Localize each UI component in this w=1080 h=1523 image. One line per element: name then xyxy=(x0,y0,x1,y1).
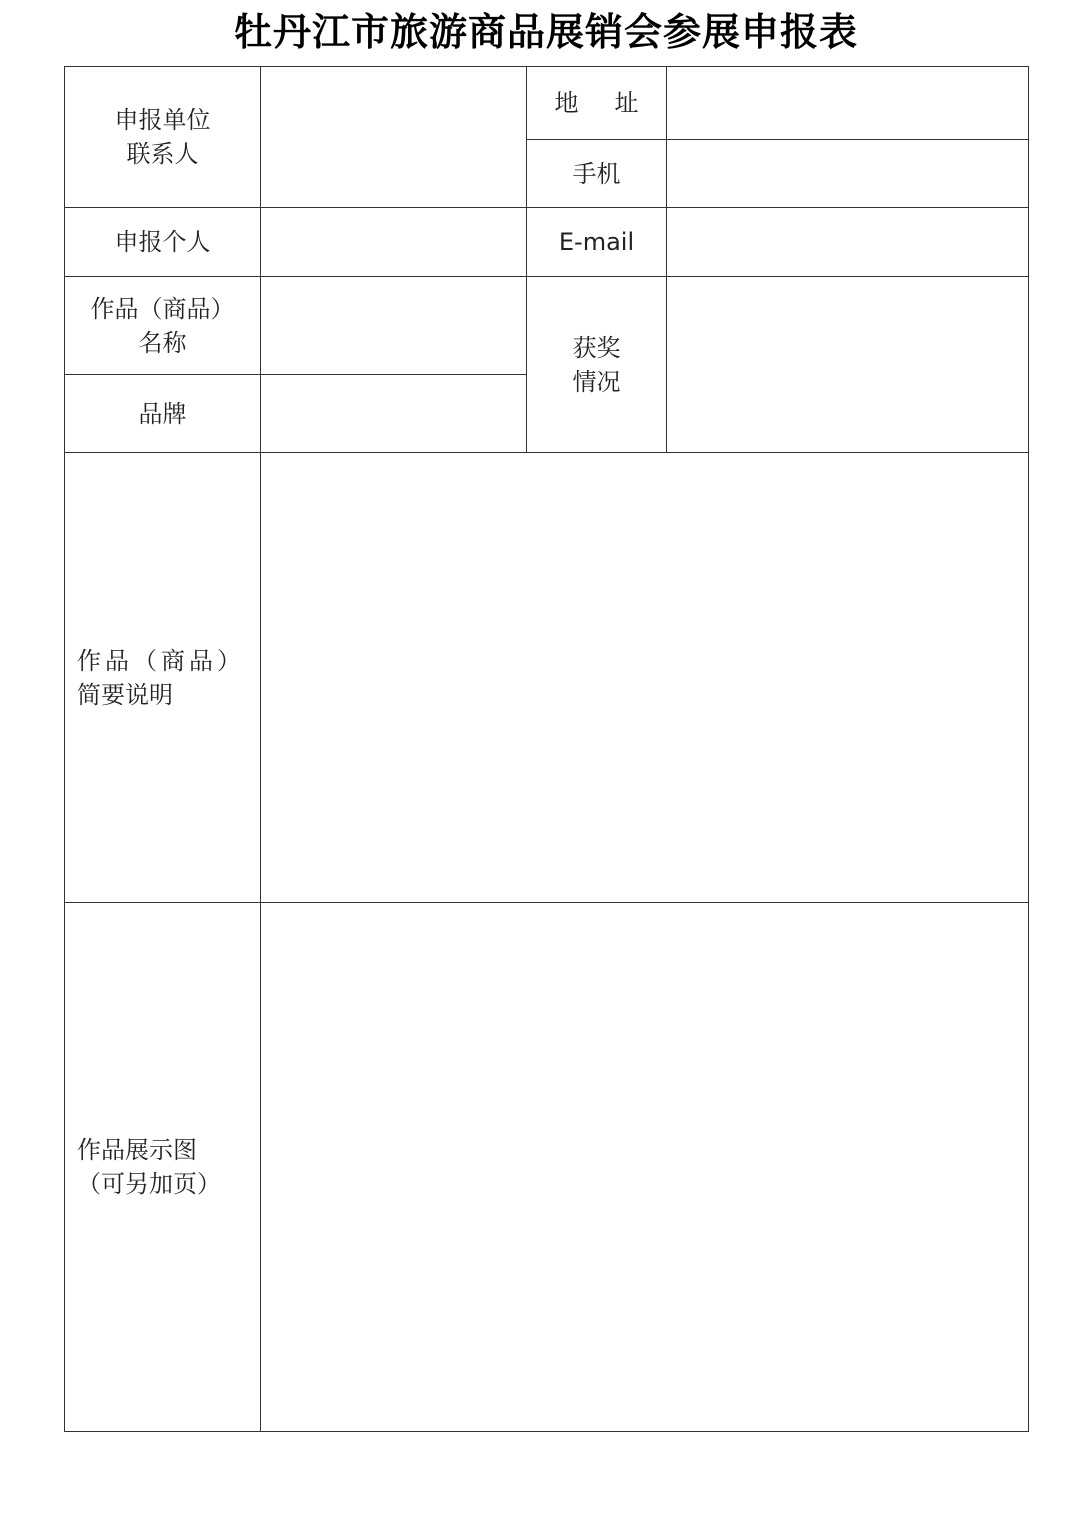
product-name-label xyxy=(65,277,261,375)
brand-label: 品牌 xyxy=(65,375,261,453)
page-title: 牡丹江市旅游商品展销会参展申报表 xyxy=(233,10,858,54)
awards-label-line1: 获奖 xyxy=(572,333,621,362)
address-label-part1: 地 xyxy=(554,89,579,117)
email-field[interactable] xyxy=(667,208,1029,277)
mobile-label: 手机 xyxy=(527,140,667,208)
product-name-label-line2: 名称 xyxy=(138,328,187,357)
awards-field[interactable] xyxy=(667,277,1029,453)
applicant-unit-label-line2: 联系人 xyxy=(126,140,199,168)
description-label-line1: 作品（商品） xyxy=(77,646,245,675)
display-image-label xyxy=(65,903,261,1432)
awards-label xyxy=(527,277,667,453)
description-field[interactable] xyxy=(261,453,1029,903)
address-label-part2: 址 xyxy=(614,89,639,117)
address-field[interactable] xyxy=(667,67,1029,140)
awards-label-line2: 情况 xyxy=(572,367,621,396)
individual-field[interactable] xyxy=(261,208,527,277)
product-name-field[interactable] xyxy=(261,277,527,375)
description-label xyxy=(65,453,261,903)
email-label: E-mail xyxy=(527,208,667,277)
mobile-field[interactable] xyxy=(667,140,1029,208)
display-image-label-line1: 作品展示图 xyxy=(77,1136,197,1164)
applicant-unit-label-line1: 申报单位 xyxy=(114,106,211,134)
individual-label: 申报个人 xyxy=(65,208,261,277)
display-image-field[interactable] xyxy=(261,903,1029,1432)
product-name-label-line1: 作品（商品） xyxy=(90,294,235,323)
application-form-table xyxy=(64,66,1029,1432)
applicant-unit-label xyxy=(65,67,261,208)
address-label xyxy=(527,67,667,140)
applicant-unit-field[interactable] xyxy=(261,67,527,208)
description-label-line2: 简要说明 xyxy=(77,680,173,709)
display-image-label-line2: （可另加页） xyxy=(77,1170,221,1198)
brand-field[interactable] xyxy=(261,375,527,453)
